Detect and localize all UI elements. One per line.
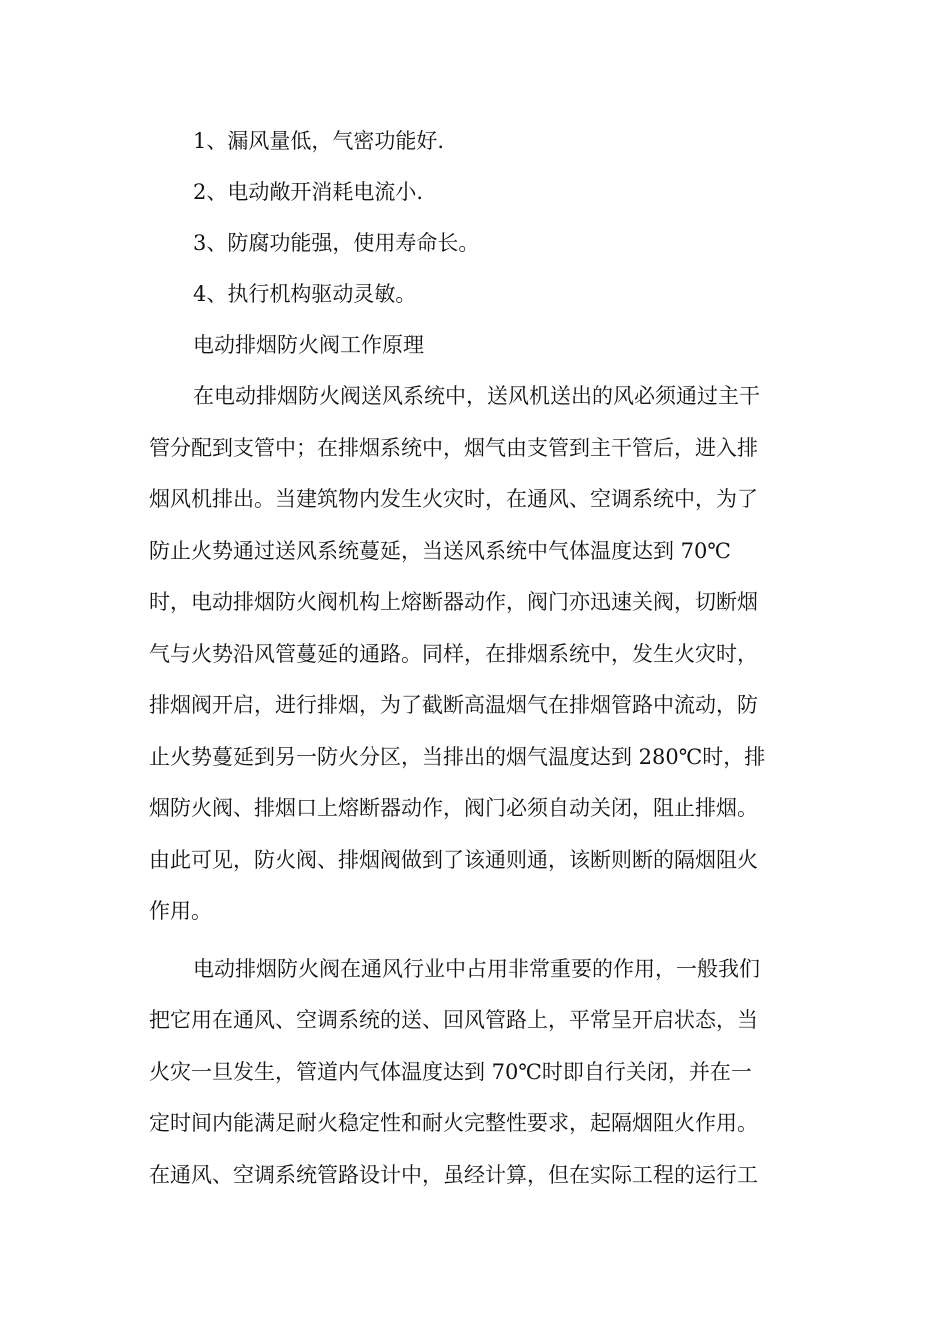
feature-item-2: 2、电动敞开消耗电流小. (193, 180, 424, 204)
feature-item-3: 3、防腐功能强，使用寿命长。 (193, 231, 480, 255)
paragraph-line: 排烟阀开启，进行排烟，为了截断高温烟气在排烟管路中流动，防 (149, 693, 758, 717)
paragraph-line: 时，电动排烟防火阀机构上熔断器动作，阀门亦迅速关阀，切断烟 (149, 590, 758, 614)
paragraph-line: 作用。 (149, 899, 212, 923)
paragraph-line: 由此可见，防火阀、排烟阀做到了该通则通，该断则断的隔烟阻火 (149, 847, 758, 872)
feature-item-4: 4、执行机构驱动灵敏。 (193, 282, 417, 306)
paragraph-line: 管分配到支管中；在排烟系统中，烟气由支管到主干管后，进入排 (149, 435, 758, 460)
section-title: 电动排烟防火阀工作原理 (193, 333, 424, 357)
paragraph-application (149, 944, 799, 1202)
paragraph-line: 把它用在通风、空调系统的送、回风管路上，平常呈开启状态，当 (149, 1008, 758, 1032)
document-body (149, 116, 799, 1201)
paragraph-line: 火灾一旦发生，管道内气体温度达到 70℃时即自行关闭，并在一 (149, 1059, 752, 1084)
paragraph-line: 烟风机排出。当建筑物内发生火灾时，在通风、空调系统中，为了 (149, 487, 758, 511)
paragraph-line: 防止火势通过送风系统蔓延，当送风系统中气体温度达到 70℃ (149, 538, 731, 563)
paragraph-line: 气与火势沿风管蔓延的通路。同样，在排烟系统中，发生火灾时， (149, 641, 758, 666)
paragraph-line: 止火势蔓延到另一防火分区，当排出的烟气温度达到 280℃时，排 (149, 744, 766, 769)
feature-list (149, 116, 799, 320)
paragraph-line: 烟防火阀、排烟口上熔断器动作，阀门必须自动关闭，阻止排烟。 (149, 796, 758, 820)
paragraph-line: 在电动排烟防火阀送风系统中，送风机送出的风必须通过主干 (193, 384, 760, 408)
paragraph-working-principle (149, 371, 799, 938)
paragraph-line: 电动排烟防火阀在通风行业中占用非常重要的作用，一般我们 (193, 956, 760, 981)
paragraph-line: 定时间内能满足耐火稳定性和耐火完整性要求，起隔烟阻火作用。 (149, 1111, 758, 1135)
paragraph-line: 在通风、空调系统管路设计中，虽经计算，但在实际工程的运行工 (149, 1162, 758, 1187)
feature-item-1: 1、漏风量低，气密功能好. (193, 129, 445, 153)
